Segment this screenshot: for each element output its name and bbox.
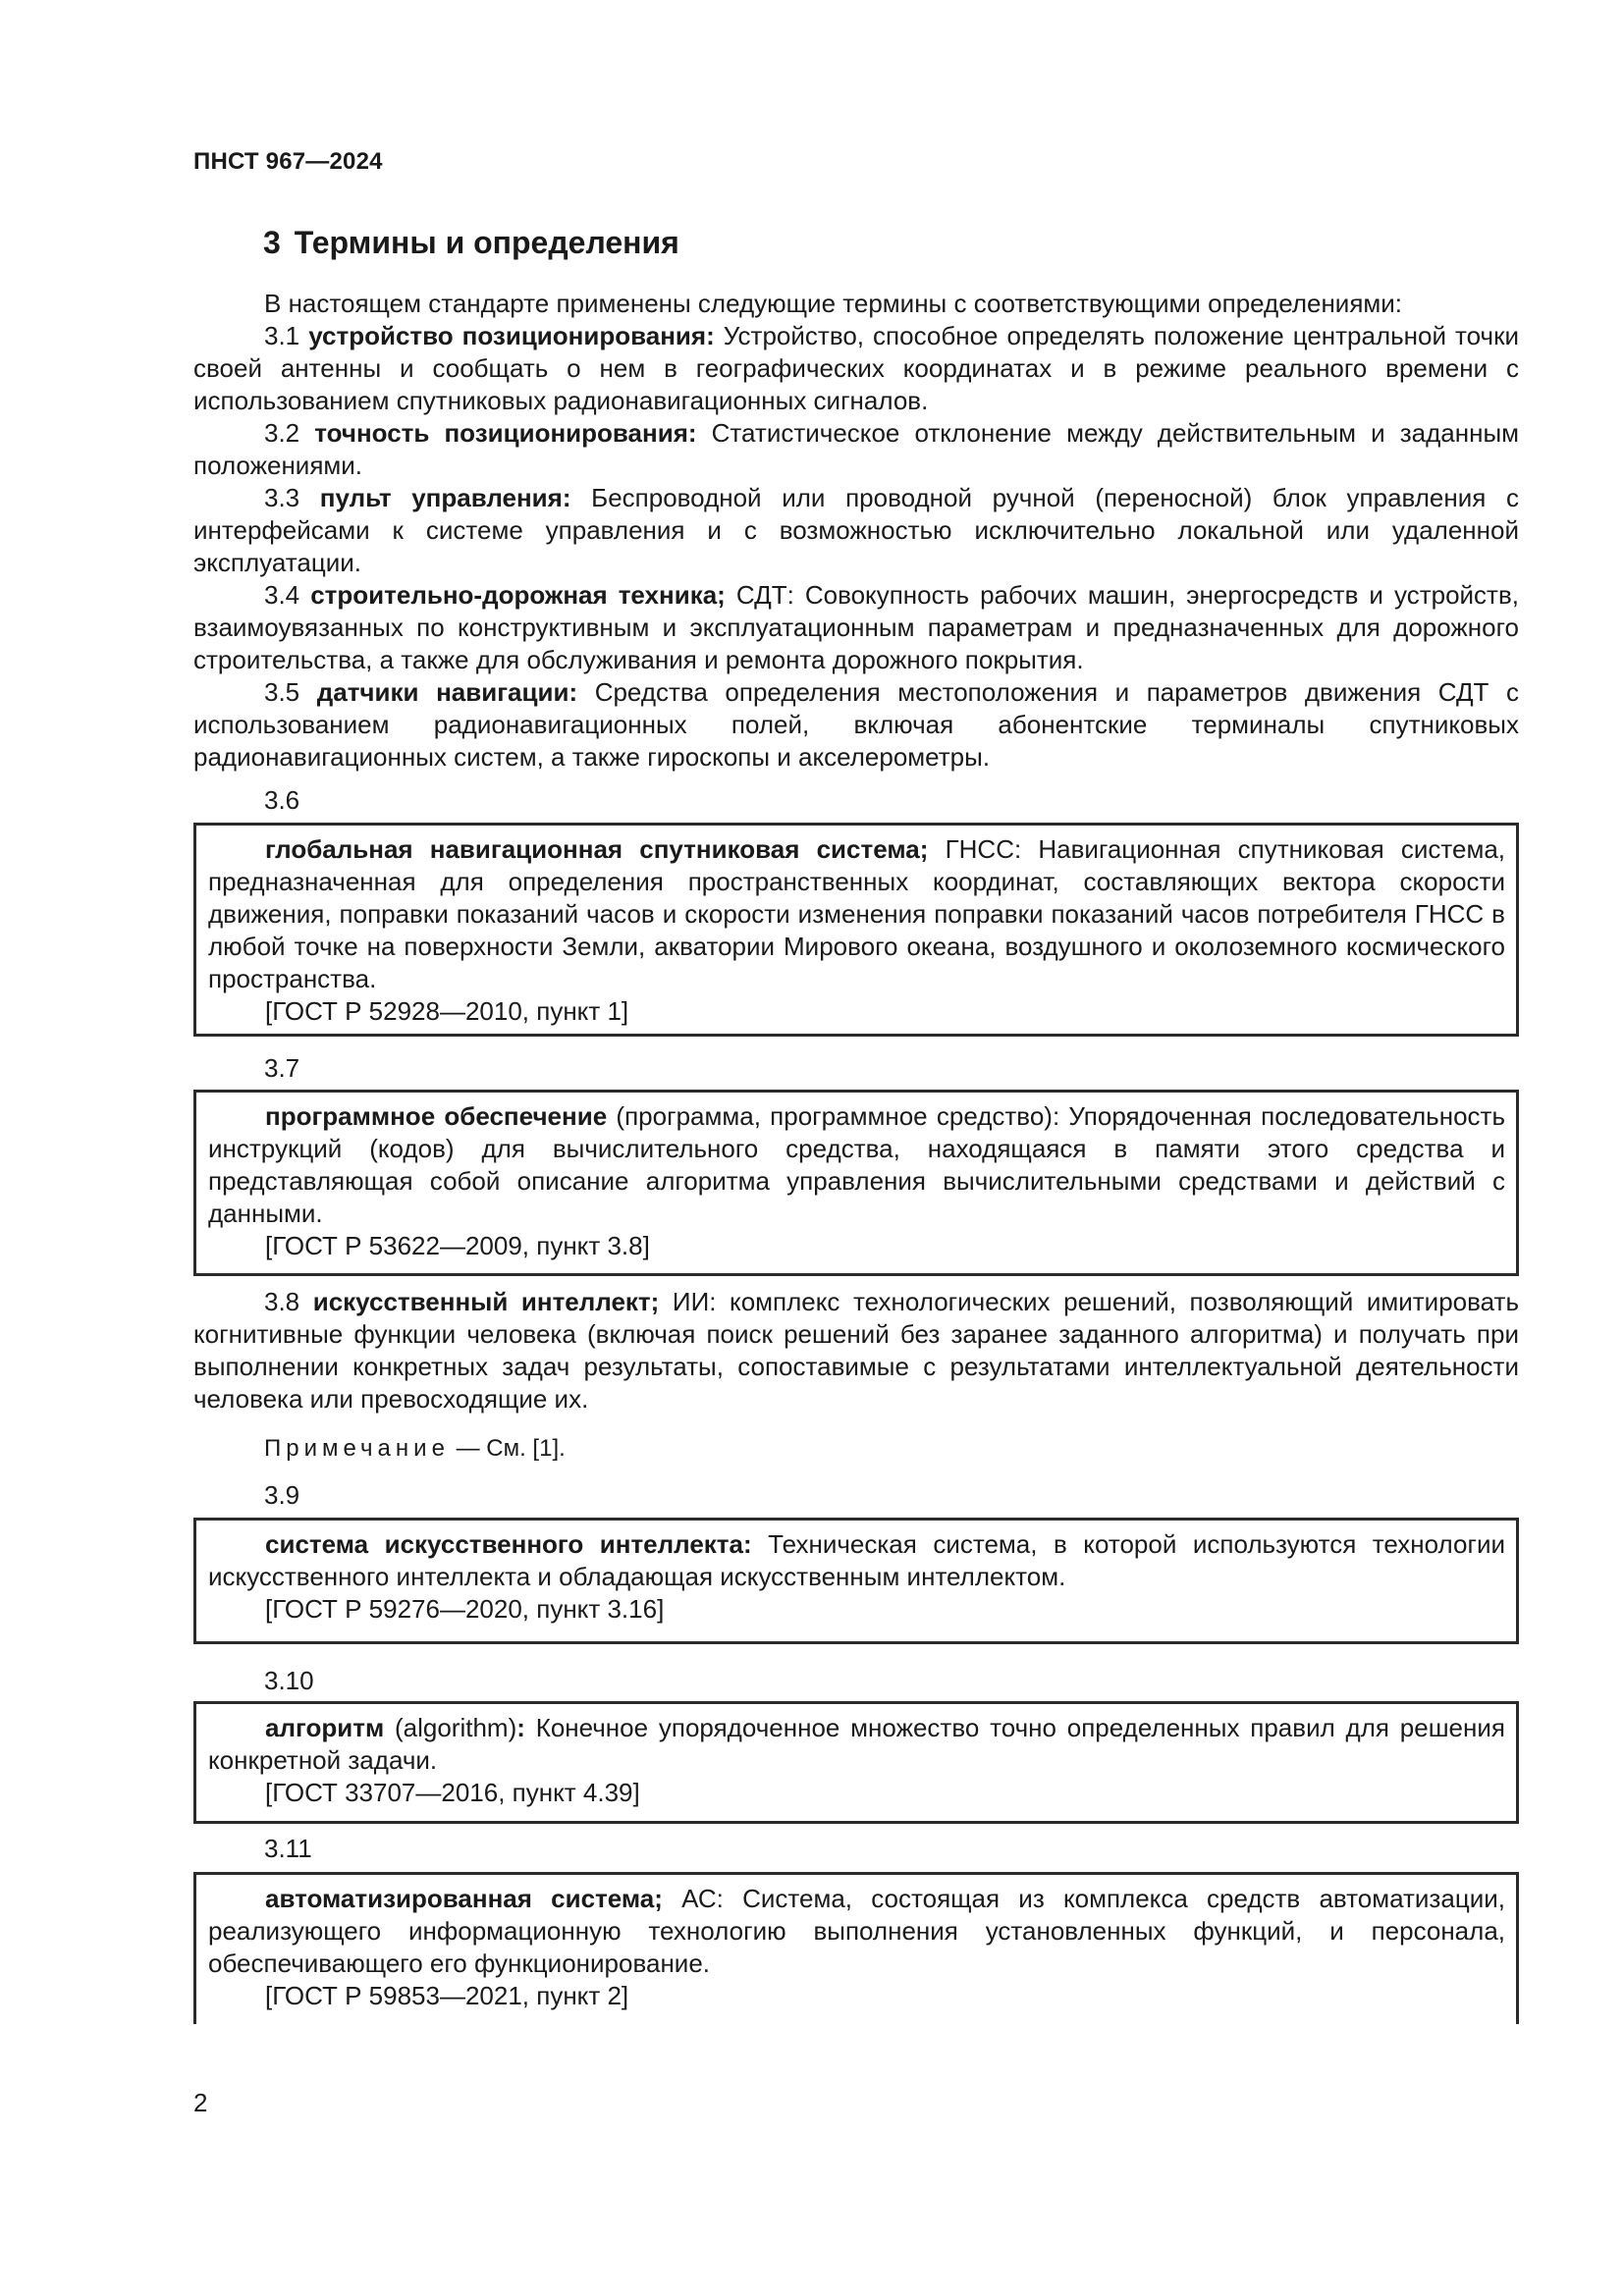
term-name: пульт управления:: [319, 483, 571, 512]
intro-paragraph: В настоящем стандарте применены следующие термины с соответствующими определениями:: [264, 289, 1403, 318]
note-text: — См. [1].: [449, 1435, 566, 1462]
section-number: 3: [263, 225, 281, 260]
term-definition: Беспроводной или проводной ручной (переносной) блок управления с интерфейсами к системе управления и с возможностью исключительно локальной или удаленной эксплуатации.: [193, 483, 1519, 577]
note-label: Примечание: [264, 1435, 450, 1462]
term-box-3-7: [193, 1090, 1519, 1276]
term-definition: [208, 1712, 1505, 1777]
page-number: 2: [193, 2088, 208, 2117]
term-definition: [208, 1100, 1505, 1230]
term-definition: [208, 1528, 1505, 1593]
term-number: 3.5: [264, 677, 300, 707]
note: [264, 1435, 566, 1463]
term-number-3-11: 3.11: [264, 1834, 312, 1863]
term-name: программное обеспечение: [265, 1101, 608, 1131]
term-number: 3.4: [264, 580, 300, 610]
term-english: (algorithm): [394, 1713, 517, 1742]
term-3-3: [193, 482, 1519, 579]
section-heading: [263, 225, 679, 261]
term-3-8: [193, 1286, 1519, 1415]
term-definition: [208, 833, 1505, 995]
term-text: ГНСС: Навигационная спутниковая система, предназначенная для определения пространственных координат, составляющих вектора скорости движения, поправки показаний часов и скорости изменения поправки показаний часов потребителя ГНСС в любой точке на поверхности Земли, акватории Мирового океана, воздушного и околоземного космического пространства.: [208, 834, 1506, 993]
term-definition: СДТ: Совокупность рабочих машин, энергосредств и устройств, взаимоувязанных по конструктивным и эксплуатационным параметрам и предназначенных для дорожного строительства, а также для обслуживания и ремонта дорожного покрытия.: [193, 580, 1519, 674]
term-number: 3.3: [264, 483, 300, 512]
term-definition: ИИ: комплекс технологических решений, позволяющий имитировать когнитивные функции человека (включая поиск решений без заранее заданного алгоритма) и получать при выполнении конкретных задач результаты, сопоставимые с результатами интеллектуальной деятельности человека или превосходящие их.: [193, 1287, 1519, 1414]
term-source-reference: [ГОСТ 33707—2016, пункт 4.39]: [265, 1778, 640, 1807]
document-code: ПНСТ 967—2024: [193, 148, 383, 175]
term-name: устройство позиционирования:: [308, 321, 715, 350]
term-3-4: [193, 579, 1519, 676]
term-definition: Статистическое отклонение между действительным и заданным положениями.: [193, 418, 1519, 480]
term-name: автоматизированная система;: [265, 1884, 663, 1913]
term-name: система искусственного интеллекта:: [265, 1529, 752, 1559]
term-name: точность позиционирования:: [314, 418, 697, 448]
term-name: алгоритм: [265, 1713, 385, 1742]
term-number-3-7: 3.7: [264, 1053, 300, 1083]
term-definition: [208, 1883, 1505, 1980]
term-box-3-11: [193, 1872, 1519, 2024]
term-definition: Устройство, способное определять положение центральной точки своей антенны и сообщать о нем в географических координатах и в режиме реального времени с использованием спутниковых радионавигационных сигналов.: [193, 321, 1519, 415]
term-name: строительно-дорожная техника;: [310, 580, 726, 610]
term-number: 3.8: [264, 1287, 300, 1316]
section-title: Термины и определения: [294, 225, 679, 260]
term-number: 3.2: [264, 418, 300, 448]
term-colon: :: [516, 1713, 525, 1742]
term-3-1: [193, 320, 1519, 417]
term-number-3-6: 3.6: [264, 785, 300, 815]
term-source-reference: [ГОСТ Р 59853—2021, пункт 2]: [265, 1981, 629, 2010]
term-definition: Средства определения местоположения и параметров движения СДТ с использованием радионавигационных полей, включая абонентские терминалы спутниковых радионавигационных систем, а также гироскопы и акселерометры.: [193, 677, 1520, 772]
term-text: Конечное упорядоченное множество точно определенных правил для решения конкретной задачи.: [208, 1713, 1505, 1775]
term-name: глобальная навигационная спутниковая система;: [265, 834, 929, 864]
term-3-5: [193, 676, 1519, 774]
term-3-8-block: [193, 1286, 1519, 1415]
term-text: (программа, программное средство): Упорядоченная последовательность инструкций (кодов) для вычислительного средства, находящаяся в памяти этого средства и представляющая собой описание алгоритма управления вычислительными средствами и действий с данными.: [208, 1101, 1505, 1228]
term-number: 3.1: [264, 321, 300, 350]
intro-block: [193, 288, 1519, 774]
term-box-3-10: [193, 1701, 1519, 1824]
term-source-reference: [ГОСТ Р 59276—2020, пункт 3.16]: [265, 1594, 665, 1624]
term-number-3-10: 3.10: [264, 1666, 314, 1695]
term-number-3-9: 3.9: [264, 1480, 300, 1510]
term-box-3-9: [193, 1518, 1519, 1644]
term-text: АС: Система, состоящая из комплекса средств автоматизации, реализующего информационную технологию выполнения установленных функций, и персонала, обеспечивающего его функционирование.: [208, 1884, 1505, 1978]
term-text: Техническая система, в которой используются технологии искусственного интеллекта и обладающая искусственным интеллектом.: [208, 1529, 1505, 1591]
term-source-reference: [ГОСТ Р 53622—2009, пункт 3.8]: [265, 1231, 650, 1260]
term-source-reference: [ГОСТ Р 52928—2010, пункт 1]: [265, 996, 629, 1026]
term-box-3-6: [193, 823, 1519, 1037]
term-name: датчики навигации:: [316, 677, 578, 707]
term-name: искусственный интеллект;: [312, 1287, 660, 1316]
term-3-2: [193, 417, 1519, 482]
